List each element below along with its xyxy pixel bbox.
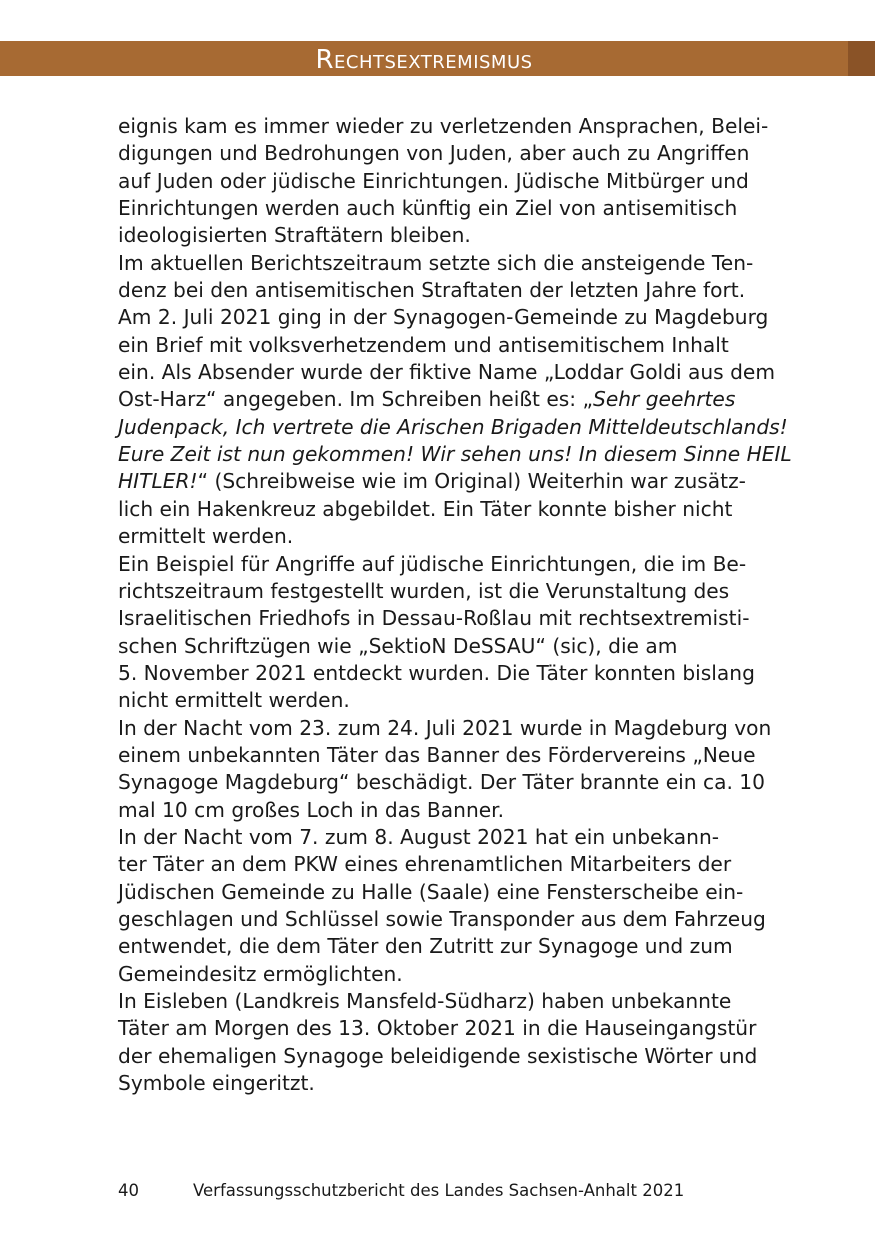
text-run: Gemeindesitz ermöglichten. xyxy=(118,961,403,986)
italic-quote-text: Sehr geehrtes xyxy=(593,387,736,412)
text-line xyxy=(118,441,792,468)
text-run: Ein Beispiel für Angriffe auf jüdische Einrichtungen, die im Be- xyxy=(118,551,747,576)
italic-quote-text: Eure Zeit ist nun gekommen! Wir sehen uns! In diesem Sinne HEIL xyxy=(118,442,792,467)
text-line xyxy=(118,961,763,988)
text-line xyxy=(118,906,766,933)
text-line xyxy=(118,414,788,441)
text-line xyxy=(118,605,763,632)
text-line xyxy=(118,988,763,1015)
text-line xyxy=(118,496,763,523)
text-line xyxy=(118,879,763,906)
text-run: Israelitischen Friedhofs in Dessau-Roßlau mit rechtsextremisti- xyxy=(118,606,750,631)
text-line xyxy=(118,1070,763,1097)
text-run: eignis kam es immer wieder zu verletzenden Ansprachen, Belei- xyxy=(118,114,769,138)
text-line xyxy=(118,687,763,714)
text-run: geschlagen und Schlüssel sowie Transponder aus dem Fahrzeug xyxy=(118,906,766,931)
section-title: Rechtsextremismus xyxy=(315,45,533,75)
text-run: richtszeitraum festgestellt wurden, ist die Verunstaltung des xyxy=(118,578,730,603)
text-run: mal 10 cm großes Loch in das Banner. xyxy=(118,797,505,822)
text-line xyxy=(118,168,763,195)
text-run: Am 2. Juli 2021 ging in der Synagogen-Gemeinde zu Magdeburg xyxy=(118,305,769,330)
italic-quote-text: HITLER! xyxy=(118,469,198,494)
text-run: nicht ermittelt werden. xyxy=(118,688,350,713)
text-run: ein. Als Absender wurde der fiktive Name „Loddar Goldi aus dem xyxy=(118,360,775,385)
text-line xyxy=(118,195,763,222)
text-line xyxy=(118,797,763,824)
text-run: In der Nacht vom 7. zum 8. August 2021 hat ein unbekann- xyxy=(118,824,720,849)
text-run: auf Juden oder jüdische Einrichtungen. Jüdische Mitbürger und xyxy=(118,168,749,193)
text-line xyxy=(118,359,775,386)
text-line xyxy=(118,140,763,167)
text-run: der ehemaligen Synagoge beleidigende sexistische Wörter und xyxy=(118,1043,758,1068)
text-line xyxy=(118,824,763,851)
text-run: ein Brief mit volksverhetzendem und antisemitischem Inhalt xyxy=(118,332,729,357)
text-run: ermittelt werden. xyxy=(118,524,294,549)
text-run: digungen und Bedrohungen von Juden, aber auch zu Angriffen xyxy=(118,141,750,166)
header-accent-block xyxy=(848,41,875,76)
text-line xyxy=(118,851,763,878)
text-run: In Eisleben (Landkreis Mansfeld-Südharz) haben unbekannte xyxy=(118,989,732,1013)
text-line xyxy=(118,222,763,249)
text-run: Einrichtungen werden auch künftig ein Ziel von antisemitisch xyxy=(118,196,738,221)
text-line xyxy=(118,933,763,960)
text-run: In der Nacht vom 23. zum 24. Juli 2021 wurde in Magdeburg von xyxy=(118,715,772,740)
italic-quote-text: Judenpack, Ich vertrete die Arischen Brigaden Mitteldeutschlands! xyxy=(118,414,788,439)
text-line xyxy=(118,1043,763,1070)
text-line xyxy=(118,304,769,331)
text-line xyxy=(118,551,763,578)
text-run: “ (Schreibweise wie im Original) Weiterhin war zusätz- xyxy=(197,469,746,494)
text-run: Täter am Morgen des 13. Oktober 2021 in die Hauseingangstür xyxy=(118,1016,757,1041)
text-run: lich ein Hakenkreuz abgebildet. Ein Täter konnte bisher nicht xyxy=(118,496,733,521)
text-run: 5. November 2021 entdeckt wurden. Die Täter konnten bislang xyxy=(118,660,755,685)
text-run: Synagoge Magdeburg“ beschädigt. Der Täter brannte ein ca. 10 xyxy=(118,770,765,795)
text-line xyxy=(118,769,763,796)
text-line xyxy=(118,332,763,359)
text-line xyxy=(118,633,763,660)
text-line xyxy=(118,386,763,413)
body-text xyxy=(118,113,792,1097)
text-line xyxy=(118,277,763,304)
text-line xyxy=(118,660,763,687)
text-run: Symbole eingeritzt. xyxy=(118,1071,315,1096)
text-run: ter Täter an dem PKW eines ehrenamtlichen Mitarbeiters der xyxy=(118,852,732,877)
section-header-bar xyxy=(0,41,848,76)
text-line xyxy=(118,578,763,605)
text-line xyxy=(118,468,763,495)
footer-title: Verfassungsschutzbericht des Landes Sachsen-Anhalt 2021 xyxy=(193,1181,685,1200)
text-run: Jüdischen Gemeinde zu Halle (Saale) eine Fensterscheibe ein- xyxy=(118,879,744,904)
text-line xyxy=(118,715,772,742)
text-run: einem unbekannten Täter das Banner des Fördervereins „Neue xyxy=(118,742,756,767)
text-run: entwendet, die dem Täter den Zutritt zur Synagoge und zum xyxy=(118,934,733,959)
text-line xyxy=(118,523,763,550)
text-run: Ost-Harz“ angegeben. Im Schreiben heißt es: „ xyxy=(118,387,593,412)
text-run: denz bei den antisemitischen Straftaten der letzten Jahre fort. xyxy=(118,278,746,303)
text-line xyxy=(118,250,763,277)
text-run: schen Schriftzügen wie „SektioN DeSSAU“ (sic), die am xyxy=(118,633,678,658)
text-line xyxy=(118,742,763,769)
text-run: Im aktuellen Berichtszeitraum setzte sich die ansteigende Ten- xyxy=(118,250,754,275)
page-number: 40 xyxy=(118,1181,139,1200)
text-line xyxy=(118,1015,763,1042)
text-line xyxy=(118,113,769,140)
text-run: ideologisierten Straftätern bleiben. xyxy=(118,223,471,248)
